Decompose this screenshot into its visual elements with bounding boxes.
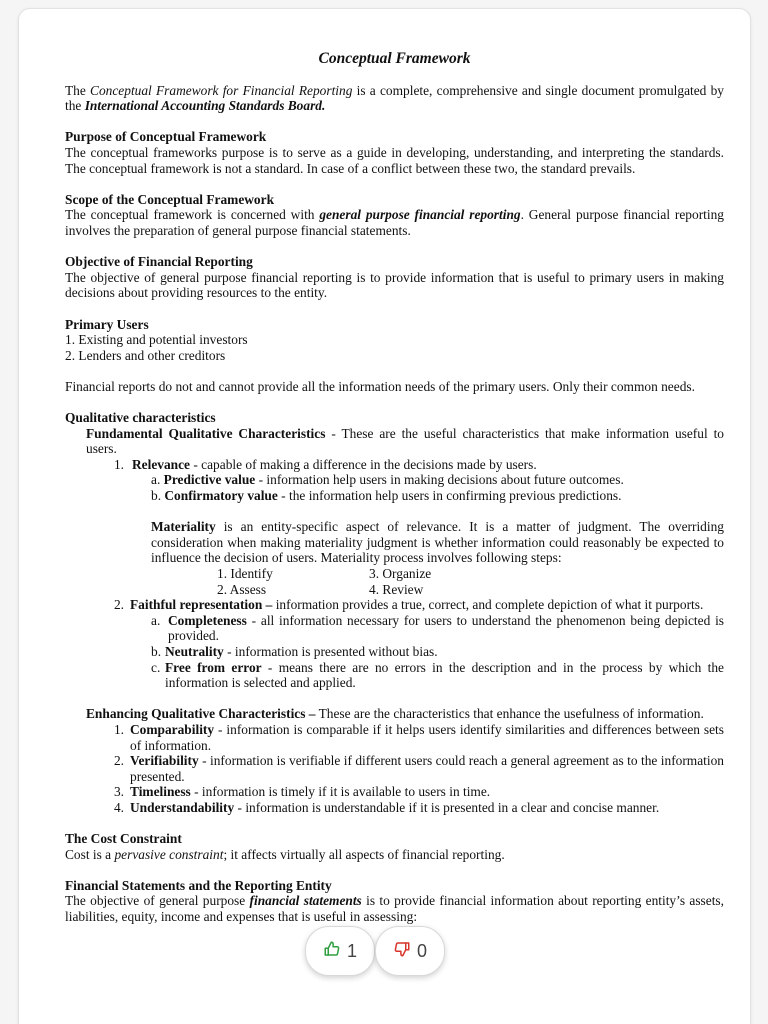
enhancing-item-title: Verifiability (130, 753, 199, 769)
users-item: 2. Lenders and other creditors (65, 347, 226, 363)
enhancing-title: Enhancing Qualitative Characteristics – (86, 706, 316, 722)
relevance-title: Relevance (132, 456, 191, 472)
objective-heading: Objective of Financial Reporting (65, 254, 253, 270)
materiality-paragraph (65, 519, 724, 566)
upvote-count: 1 (346, 940, 357, 961)
scope-text-1: The conceptual framework is concerned with (65, 207, 320, 223)
neutrality-item (65, 644, 724, 660)
statements-text-1: The objective of general purpose (65, 893, 250, 909)
scope-text-2: general purpose financial reporting (319, 207, 521, 223)
objective-text: The objective of general purpose financial reporting is to provide information that is useful to primary users in making decisions about providing resources to the entity. (65, 269, 724, 301)
enhancing-item (65, 800, 724, 816)
vote-controls (305, 926, 445, 976)
enhancing-item (65, 753, 724, 784)
scope-text-3: . General purpose financial reporting involves the preparation of general purpose financial statements. (65, 207, 724, 238)
enhancing-paragraph (65, 706, 724, 722)
enhancing-item (65, 722, 724, 753)
confirmatory-item (65, 488, 724, 504)
faithful-item (65, 597, 724, 613)
intro-text-2: Conceptual Framework for Financial Reporting (90, 82, 353, 98)
document-content (65, 51, 724, 925)
cost-text-2: pervasive constraint (114, 846, 224, 862)
faithful-number: 2. (113, 597, 124, 613)
intro-text-4: International Accounting Standards Board. (84, 98, 326, 114)
enhancing-item-text: - information is understandable if it is presented in a clear and concise manner. (234, 799, 660, 815)
enhancing-item (65, 784, 724, 800)
free-from-error-item (65, 660, 724, 691)
step-item: 4. Review (369, 581, 424, 597)
enhancing-item-number: 2. (113, 753, 124, 769)
enhancing-item-text: - information is comparable if it helps users identify similarities and differences between sets of information. (130, 721, 724, 753)
qualitative-heading: Qualitative characteristics (65, 410, 216, 426)
cost-text-1: Cost is a (65, 846, 115, 862)
intro-paragraph (65, 83, 724, 114)
enhancing-text: These are the characteristics that enhance the usefulness of information. (315, 706, 704, 722)
statements-heading: Financial Statements and the Reporting Entity (65, 877, 332, 893)
faithful-title: Faithful representation – (130, 597, 273, 613)
completeness-text: - all information necessary for users to understand the phenomenon being depicted is provided. (168, 612, 724, 644)
users-item: 1. Existing and potential investors (65, 332, 248, 348)
materiality-text: is an entity-specific aspect of relevance. It is a matter of judgment. The overriding consideration when making materiality judgment is whether information could reasonably be expected to influence the decision of users. Materiality process involves following steps: (151, 519, 724, 566)
relevance-number: 1. (113, 456, 124, 472)
downvote-button[interactable] (375, 926, 445, 976)
scope-paragraph (65, 207, 724, 238)
users-note: Financial reports do not and cannot provide all the information needs of the primary users. Only their common needs. (65, 378, 695, 394)
free-from-error-prefix: c. (151, 659, 161, 675)
neutrality-title: Neutrality (165, 643, 224, 659)
thumbs-down-icon (393, 940, 411, 963)
statements-paragraph (65, 893, 724, 924)
free-from-error-title: Free from error (165, 659, 262, 675)
neutrality-text: - information is presented without bias. (223, 643, 438, 659)
document-page (18, 8, 751, 1024)
predictive-item (65, 472, 724, 488)
enhancing-list (65, 722, 724, 816)
step-item: 3. Organize (369, 566, 432, 581)
cost-paragraph (65, 847, 724, 863)
predictive-prefix: a. (151, 472, 164, 488)
downvote-count: 0 (416, 940, 427, 961)
materiality-steps (65, 566, 724, 597)
faithful-text: information provides a true, correct, and complete depiction of what it purports. (272, 597, 704, 613)
cost-text-3: ; it affects virtually all aspects of financial reporting. (223, 846, 505, 862)
completeness-item (65, 613, 724, 644)
confirmatory-prefix: b. (151, 488, 165, 504)
completeness-title: Completeness (168, 612, 247, 628)
confirmatory-title: Confirmatory value (164, 488, 278, 504)
enhancing-item-title: Understandability (130, 799, 235, 815)
enhancing-item-number: 3. (113, 784, 124, 800)
thumbs-up-icon (323, 940, 341, 963)
enhancing-item-title: Timeliness (130, 784, 191, 800)
materiality-title: Materiality (151, 519, 216, 535)
free-from-error-text: - means there are no errors in the description and in the process by which the information is selected and applied. (165, 659, 724, 691)
predictive-text: - information help users in making decisions about future outcomes. (255, 472, 624, 488)
confirmatory-text: - the information help users in confirming previous predictions. (277, 488, 622, 504)
predictive-title: Predictive value (163, 472, 256, 488)
intro-text-3: is a complete, comprehensive and single document promulgated by the (65, 82, 724, 114)
enhancing-item-text: - information is timely if it is available to users in time. (190, 784, 491, 800)
fundamental-paragraph (65, 426, 724, 457)
statements-text-2: financial statements (249, 893, 362, 909)
relevance-item (65, 457, 724, 473)
step-item: 1. Identify (217, 566, 273, 581)
users-heading: Primary Users (65, 316, 149, 332)
enhancing-item-number: 1. (113, 721, 124, 737)
upvote-button[interactable] (305, 926, 375, 976)
relevance-text: - capable of making a difference in the decisions made by users. (190, 456, 537, 472)
enhancing-item-number: 4. (113, 799, 124, 815)
statements-text-3: is to provide financial information about reporting entity’s assets, liabilities, equity, income and expenses that is useful in assessing: (65, 893, 724, 925)
enhancing-item-text: - information is verifiable if different users could reach a general agreement as to the information presented. (130, 753, 724, 784)
fundamental-text: - These are the useful characteristics that make information useful to users. (86, 425, 724, 457)
intro-text-1: The (65, 82, 91, 98)
enhancing-item-title: Comparability (130, 721, 215, 737)
purpose-heading: Purpose of Conceptual Framework (65, 129, 267, 145)
purpose-text: The conceptual frameworks purpose is to serve as a guide in developing, understanding, and interpreting the standards. The conceptual framework is not a standard. In case of a conflict between these two, the standard prevails. (65, 144, 724, 176)
fundamental-title: Fundamental Qualitative Characteristics (86, 425, 326, 441)
step-item: 2. Assess (217, 581, 267, 597)
scope-heading: Scope of the Conceptual Framework (65, 191, 275, 207)
cost-heading: The Cost Constraint (65, 831, 182, 847)
completeness-prefix: a. (151, 612, 161, 628)
document-title: Conceptual Framework (318, 50, 471, 67)
neutrality-prefix: b. (151, 643, 162, 659)
